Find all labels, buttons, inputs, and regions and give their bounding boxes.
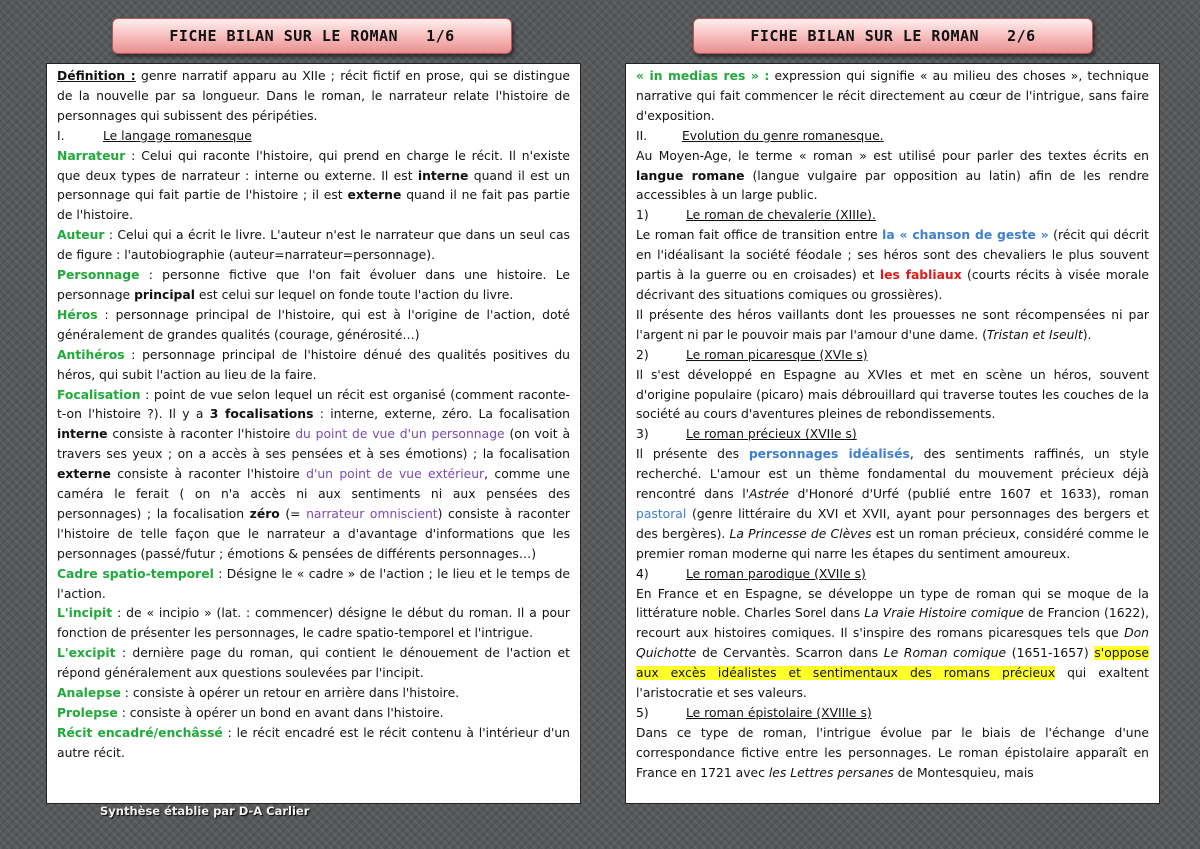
subsection-title: Le roman épistolaire (XVIIIe s)	[686, 706, 872, 720]
term-text: : Celui qui a écrit le livre. L'auteur n'est le narrateur que dans un seul cas de figure : l'autobiographie (auteur=narrateur=personnage).	[57, 228, 570, 263]
body-text: Au Moyen-Age, le terme « roman » est utilisé pour parler des textes écrits en	[636, 148, 1149, 163]
term-text: : interne, externe, zéro. La focalisation	[313, 407, 570, 422]
term-focalisation	[57, 386, 570, 565]
term-text: : le récit encadré est le récit contenu à l'intérieur d'un autre récit.	[57, 725, 570, 760]
term-auteur	[57, 226, 570, 266]
subsection-title: Le roman parodique (XVIIe s)	[686, 566, 866, 581]
work-title: Don Quichotte	[636, 626, 1149, 661]
term-text: : dernière page du roman, qui contient le dénouement de l'action et répond généralement aux questions soulevées par l'incipit.	[57, 646, 570, 681]
term-label: Auteur	[57, 228, 105, 243]
highlight-text: la « chanson de geste »	[882, 228, 1049, 243]
banner-title: FICHE BILAN SUR LE ROMAN	[169, 27, 399, 45]
term-label: Personnage	[57, 268, 140, 283]
body-text: qui exaltent l'aristocratie et ses valeurs.	[636, 666, 1149, 701]
author-credit: Synthèse établie par D-A Carlier	[100, 804, 310, 818]
page-2-banner	[693, 18, 1093, 54]
body-text: (1651-1657)	[1006, 646, 1095, 661]
work-title: Le Roman comique	[883, 646, 1007, 661]
highlight-text: pastoral	[636, 506, 687, 521]
bold-term: langue romane	[636, 168, 745, 183]
term-text: : personne fictive que l'on fait évoluer dans une histoire. Le personnage	[57, 268, 570, 302]
term-text: quand il est un personnage qui fait partie de l'histoire ; il est	[57, 168, 571, 203]
definition-label: Définition :	[57, 69, 136, 83]
bold-term: externe	[57, 467, 111, 482]
definition-text: genre narratif apparu au XIIe ; récit fictif en prose, qui se distingue de la nouvelle par sa longueur. Dans le roman, le narrateur relate l'histoire de personnages qui subissent des péripéties.	[57, 69, 571, 123]
term-prolepse	[57, 704, 570, 724]
highlighted-phrase: s'oppose aux excès idéalistes et sentimentaux des romans précieux	[636, 646, 1149, 681]
body-text: ).	[1082, 327, 1092, 342]
work-title: les Lettres persanes	[768, 765, 894, 780]
work-title: Astrée	[749, 487, 790, 502]
body-text: Il présente des héros vaillants dont les prouesses ne sont récompensées ni par l'argent ni par le pouvoir mais par l'amour d'une dame. (	[636, 307, 1149, 342]
subsection-number: 4)	[636, 566, 649, 581]
work-title: La Vraie Histoire comique	[864, 606, 1024, 621]
picaresque-paragraph	[636, 366, 1149, 426]
section-number: II.	[636, 128, 648, 143]
subsection-title: Le roman de chevalerie (XIIIe).	[686, 208, 876, 223]
page-1-banner	[112, 18, 512, 54]
term-excipit	[57, 644, 570, 684]
term-personnage	[57, 266, 570, 306]
term-text: : consiste à opérer un bond en avant dans l'histoire.	[117, 706, 444, 720]
body-text: Il présente des	[636, 447, 749, 462]
subsection-title: Le roman précieux (XVIIe s)	[686, 427, 857, 442]
body-text: de Montesquieu, mais	[893, 765, 1034, 780]
work-title: Tristan et Iseult	[986, 327, 1083, 342]
term-text: (=	[279, 506, 307, 521]
term-cadre	[57, 565, 570, 605]
term-recit-encadre	[57, 724, 570, 764]
section-title: Evolution du genre romanesque.	[682, 128, 884, 143]
subsection-number: 2)	[636, 347, 649, 362]
banner-title: FICHE BILAN SUR LE ROMAN	[750, 27, 980, 45]
term-label: Antihéros	[57, 347, 125, 362]
term-label: Héros	[57, 307, 98, 322]
section-number: I.	[57, 128, 65, 143]
body-text: d'Honoré d'Urfé (publié entre 1607 et 1633), roman	[789, 487, 1149, 502]
page-1-content	[46, 63, 581, 804]
term-text: : de « incipio » (lat. : commencer) désigne le début du roman. Il a pour fonction de présenter les personnages, le cadre spatio-temporel et l'intrigue.	[57, 606, 570, 641]
term-text: est celui sur lequel on fonde toute l'action du livre.	[194, 287, 514, 302]
term-text: consiste à raconter l'histoire	[110, 467, 307, 482]
term-text: consiste à raconter l'histoire	[107, 427, 296, 442]
body-text: (genre littéraire du XVI et XVII, ayant pour personnages des bergers et des bergères).	[636, 506, 1149, 541]
term-incipit	[57, 604, 570, 644]
term-label: Récit encadré/enchâssé	[57, 725, 223, 740]
body-text: est un roman précieux, considéré comme le premier roman moderne qui narre les étapes du sentiment amoureux.	[636, 526, 1149, 561]
subsection-heading	[636, 346, 1149, 366]
epistolaire-paragraph	[636, 724, 1149, 784]
body-text: de Francion (1622), recourt aux histoires comiques. Il s'inspire des romans picaresques tels que	[636, 606, 1150, 641]
highlight-text: les fabliaux	[879, 268, 962, 283]
term-text: , comme une caméra le ferait ( on n'a accès ni aux sentiments ni aux pensées des personnages) ; la focalisation	[57, 467, 570, 521]
term-text: : point de vue selon lequel un récit est organisé (comment raconte-t-on l'histoire ?). Il y a	[57, 387, 570, 422]
term-text: : consiste à opérer un retour en arrière dans l'histoire.	[120, 686, 460, 701]
term-text: : Celui qui raconte l'histoire, qui prend en charge le récit. Il n'existe que deux types de narrateur : interne ou externe. Il est	[57, 148, 570, 183]
parodique-paragraph	[636, 585, 1149, 704]
subsection-number: 1)	[636, 208, 649, 223]
bold-term: externe	[347, 188, 402, 203]
term-text: expression qui signifie « au milieu des choses », technique narrative qui fait commencer le récit directement au cœur de l'intrigue, sans faire d'exposition.	[636, 69, 1149, 123]
term-label: Prolepse	[57, 706, 118, 720]
highlight-text: d'un point de vue extérieur	[306, 467, 485, 482]
page-number: 1/6	[426, 27, 455, 45]
term-analepse	[57, 684, 570, 704]
page-number: 2/6	[1007, 27, 1036, 45]
term-text: quand il ne fait pas partie de l'histoire.	[57, 188, 570, 223]
subsection-heading	[636, 206, 1149, 226]
subsection-title: Le roman picaresque (XVIe s)	[686, 347, 868, 362]
term-in-medias-res	[636, 67, 1149, 127]
section-heading	[636, 127, 1149, 147]
subsection-number: 3)	[636, 427, 649, 442]
bold-term: principal	[134, 287, 195, 302]
definition-paragraph	[57, 67, 570, 127]
chevalerie-paragraph-2	[636, 306, 1149, 346]
term-narrateur	[57, 147, 570, 227]
body-text: (récit qui décrit en l'idéalisant la société féodale ; ses héros sont des chevaliers le plus souvent partis à la guerre ou en croisades) et	[636, 228, 1149, 283]
highlight-text: personnages idéalisés	[748, 447, 910, 462]
bold-term: zéro	[249, 506, 280, 521]
term-text: : personnage principal de l'histoire, qui est à l'origine de l'action, doté généralement de grandes qualités (courage, générosité…)	[57, 307, 570, 342]
term-text: : personnage principal de l'histoire dénué des qualités positives du héros, qui subit l'action au lieu de la faire.	[57, 347, 570, 382]
term-label: Analepse	[57, 686, 121, 701]
body-text: Il s'est développé en Espagne au XVIes et met en scène un héros, souvent d'origine populaire (picaro) mais débrouillard qui traverse toutes les couches de la société au cours d'aventures pleines de rebondissements.	[636, 367, 1149, 422]
body-text: Dans ce type de roman, l'intrigue évolue par le biais de l'échange d'une correspondance fictive entre les personnages. Le roman épistolaire apparaît en France en 1721 avec	[636, 725, 1149, 780]
body-text: (langue vulgaire par opposition au latin) afin de les rendre accessibles à un large public.	[636, 168, 1149, 203]
bold-term: interne	[417, 168, 469, 183]
term-label: Narrateur	[57, 148, 126, 163]
term-heros	[57, 306, 570, 346]
page-2-content	[625, 63, 1160, 804]
term-label: L'excipit	[57, 646, 116, 661]
term-text: : Désigne le « cadre » de l'action ; le lieu et le temps de l'action.	[57, 566, 571, 601]
body-text: , des sentiments raffinés, un style recherché. L'amour est un thème fondamental du mouvement précieux déjà rencontré dans l'	[636, 447, 1149, 502]
chevalerie-paragraph	[636, 226, 1149, 306]
body-text: (courts récits à visée morale décrivant des situations comiques ou grossières).	[636, 268, 1149, 302]
highlight-text: du point de vue d'un personnage	[295, 427, 505, 442]
body-text: de Cervantès. Scarron dans	[696, 646, 884, 661]
term-label: Cadre spatio-temporel	[57, 566, 214, 581]
bold-term: interne	[57, 427, 108, 442]
section-heading	[57, 127, 570, 147]
evolution-intro	[636, 147, 1149, 207]
precieux-paragraph	[636, 445, 1149, 564]
term-label: Focalisation	[57, 387, 141, 402]
term-label: L'incipit	[57, 606, 113, 621]
bold-term: 3 focalisations	[209, 407, 314, 422]
term-text: ) consiste à raconter l'histoire de telle façon que le narrateur a d'avantage d'informations que les personnages (passé/futur ; émotions & pensées de différents personnages…)	[57, 506, 570, 561]
work-title: La Princesse de Clèves	[729, 526, 872, 541]
highlight-text: narrateur omniscient	[306, 506, 438, 521]
subsection-heading	[636, 425, 1149, 445]
term-text: (on voit à travers ses yeux ; on a accès à ses pensées et à ses émotions) ; la focalisation	[57, 427, 571, 462]
body-text: Le roman fait office de transition entre	[636, 228, 883, 243]
term-label: « in medias res » :	[636, 69, 770, 83]
term-antiheros	[57, 346, 570, 386]
body-text: En France et en Espagne, se développe un type de roman qui se moque de la littérature noble. Charles Sorel dans	[636, 586, 1149, 621]
subsection-heading	[636, 704, 1149, 724]
subsection-number: 5)	[636, 706, 649, 720]
section-title: Le langage romanesque	[103, 128, 252, 143]
subsection-heading	[636, 565, 1149, 585]
